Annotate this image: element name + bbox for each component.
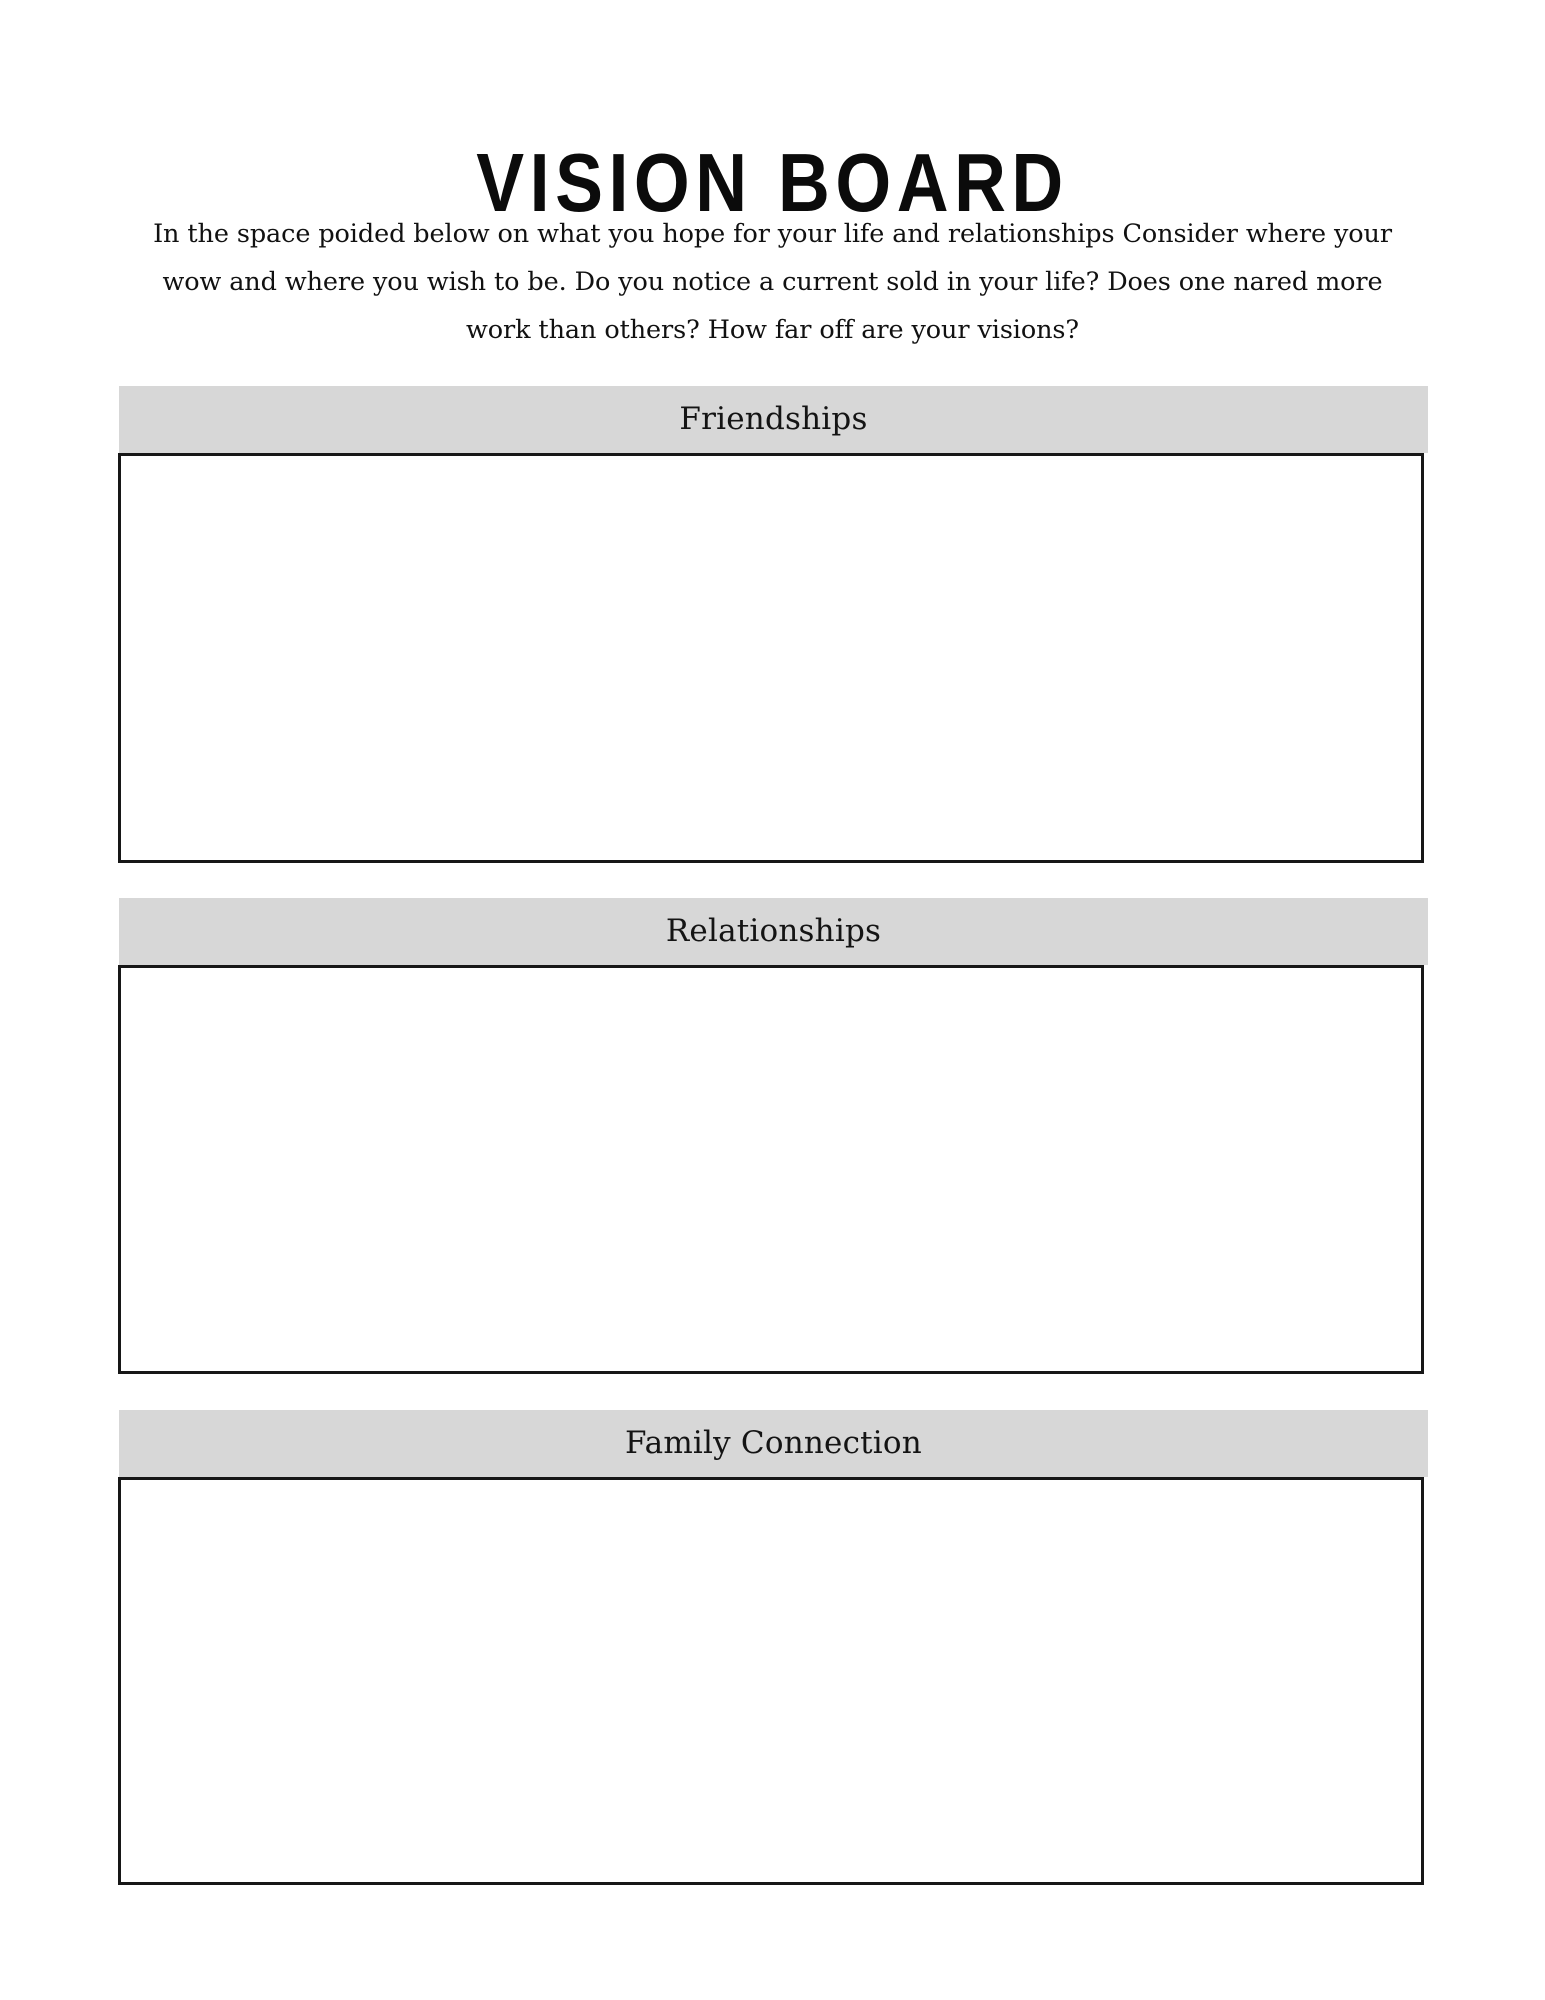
response-area-friendships[interactable] [118,453,1424,863]
section-header-friendships: Friendships [119,386,1428,453]
intro-paragraph [110,210,1435,354]
intro-line-2: wow and where you wish to be. Do you notice a current sold in your life? Does one nared more [162,267,1383,297]
section-family-connection [119,1410,1428,1885]
intro-line-3: work than others? How far off are your visions? [466,315,1079,345]
intro-line-1: In the space poided below on what you hope for your life and relationships Consider where your [153,219,1392,249]
page-title: VISION BOARD [476,136,1069,230]
section-header-family-connection: Family Connection [119,1410,1428,1477]
response-area-family-connection[interactable] [118,1477,1424,1885]
section-relationships [119,898,1428,1374]
response-area-relationships[interactable] [118,965,1424,1374]
section-header-relationships: Relationships [119,898,1428,965]
section-friendships [119,386,1428,863]
